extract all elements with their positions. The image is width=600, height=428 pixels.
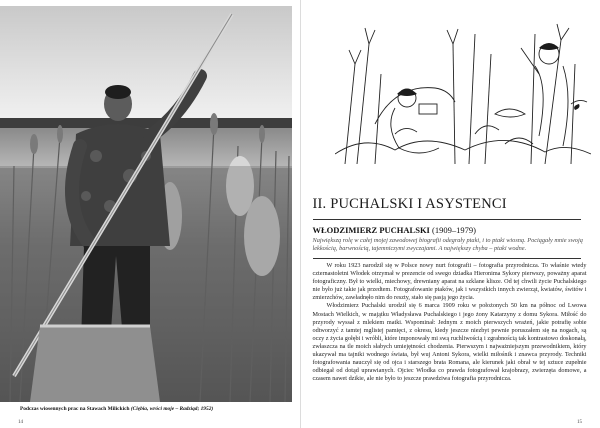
epigraph-quote: Największą rolę w całej mojej zawodowej biografii odegrały ptaki, i to ptaki wiosną. Pociągały mnie swoją lekkością, barwnością, tajemniczymi zwyczajami. A największy chyba – ptaki wodne. xyxy=(312,237,583,252)
section-years: (1909–1979) xyxy=(432,225,476,235)
page-number-left: 14 xyxy=(18,420,23,425)
sketch-photographers-in-reeds xyxy=(335,4,591,164)
divider-top xyxy=(313,219,581,220)
caption-detail: (Ciębia, wróci moje – Radziąd; 1952) xyxy=(130,406,214,412)
chapter-title: II. PUCHALSKI I ASYSTENCI xyxy=(312,196,507,212)
right-page xyxy=(301,0,600,428)
section-heading xyxy=(313,225,476,235)
caption-main: Podczas wiosennych prac na Stawach Milickich xyxy=(20,406,130,412)
page-number-right: 15 xyxy=(577,420,582,425)
photo-caption xyxy=(20,406,290,412)
photo-man-with-pole-in-reeds xyxy=(0,6,292,402)
photo-illustration xyxy=(0,6,292,402)
body-paragraph-2: Włodzimierz Puchalski urodził się 6 marca 1909 roku w położonych 50 km na północ od Lwowa Mostach Wielkich, w majątku Władysława Puchalskiego i jego żony Katarzyny z domu Sykora. Miłość do przyrody wyssał z mlekiem matki. Wspominał: Jednym z moich pierwszych wrażeń, jakie potrafię sobie odtworzyć z tamtej mglistej pamięci, z okresu, kiedy jeszcze niezbyt pewnie poruszałem się na nogach, są oczy z życia gołębi i wróbli, które imponowały mi swą ruchliwością i zgrabnością tak kontrastowo doskonałą, zwłaszcza na tle moich słabych umiejętności chodzenia. Pierwszym i najważniejszym przewodnikiem, który ukazywał ma tajniki wodnego świata, był wuj Antoni Sykora, wielki miłośnik i znawca przyrody. Techniki fotografowania nauczył się od ojca i starszego brata Romana, ale kierunek jaki obrał w tej sztuce zupełnie odbiegał od dotąd uprawianych. Ojciec Włodka co prawda fotografował krajobrazy, zwierzęta domowe, a czasem nawet dzikie, ale nie było to jeszcze prawdziwa fotografia przyrodnicza. xyxy=(312,302,587,383)
body-paragraph-1: W roku 1923 narodził się w Polsce nowy nurt fotografii – fotografia przyrodnicza. To właśnie wtedy czternastoletni Włodek otrzymał w prezencie od swego dziadka Hieronima Sykory pierwszy, poważny aparat fotograficzny. Był to wielki, miechowy, drewniany aparat na szklane klisze. Od tej chwili życie Puchalskiego nie było już takie jak przedtem. Fotografowanie ptaków, jak i wszystkich innych zwierząt, kwiatów, świtów i zmierzchów, zawładnęło nim do reszty, stało się pasją jego życia. xyxy=(312,262,587,302)
section-name: WŁODZIMIERZ PUCHALSKI xyxy=(312,225,430,235)
divider-bottom xyxy=(313,258,581,259)
body-text xyxy=(313,262,587,383)
